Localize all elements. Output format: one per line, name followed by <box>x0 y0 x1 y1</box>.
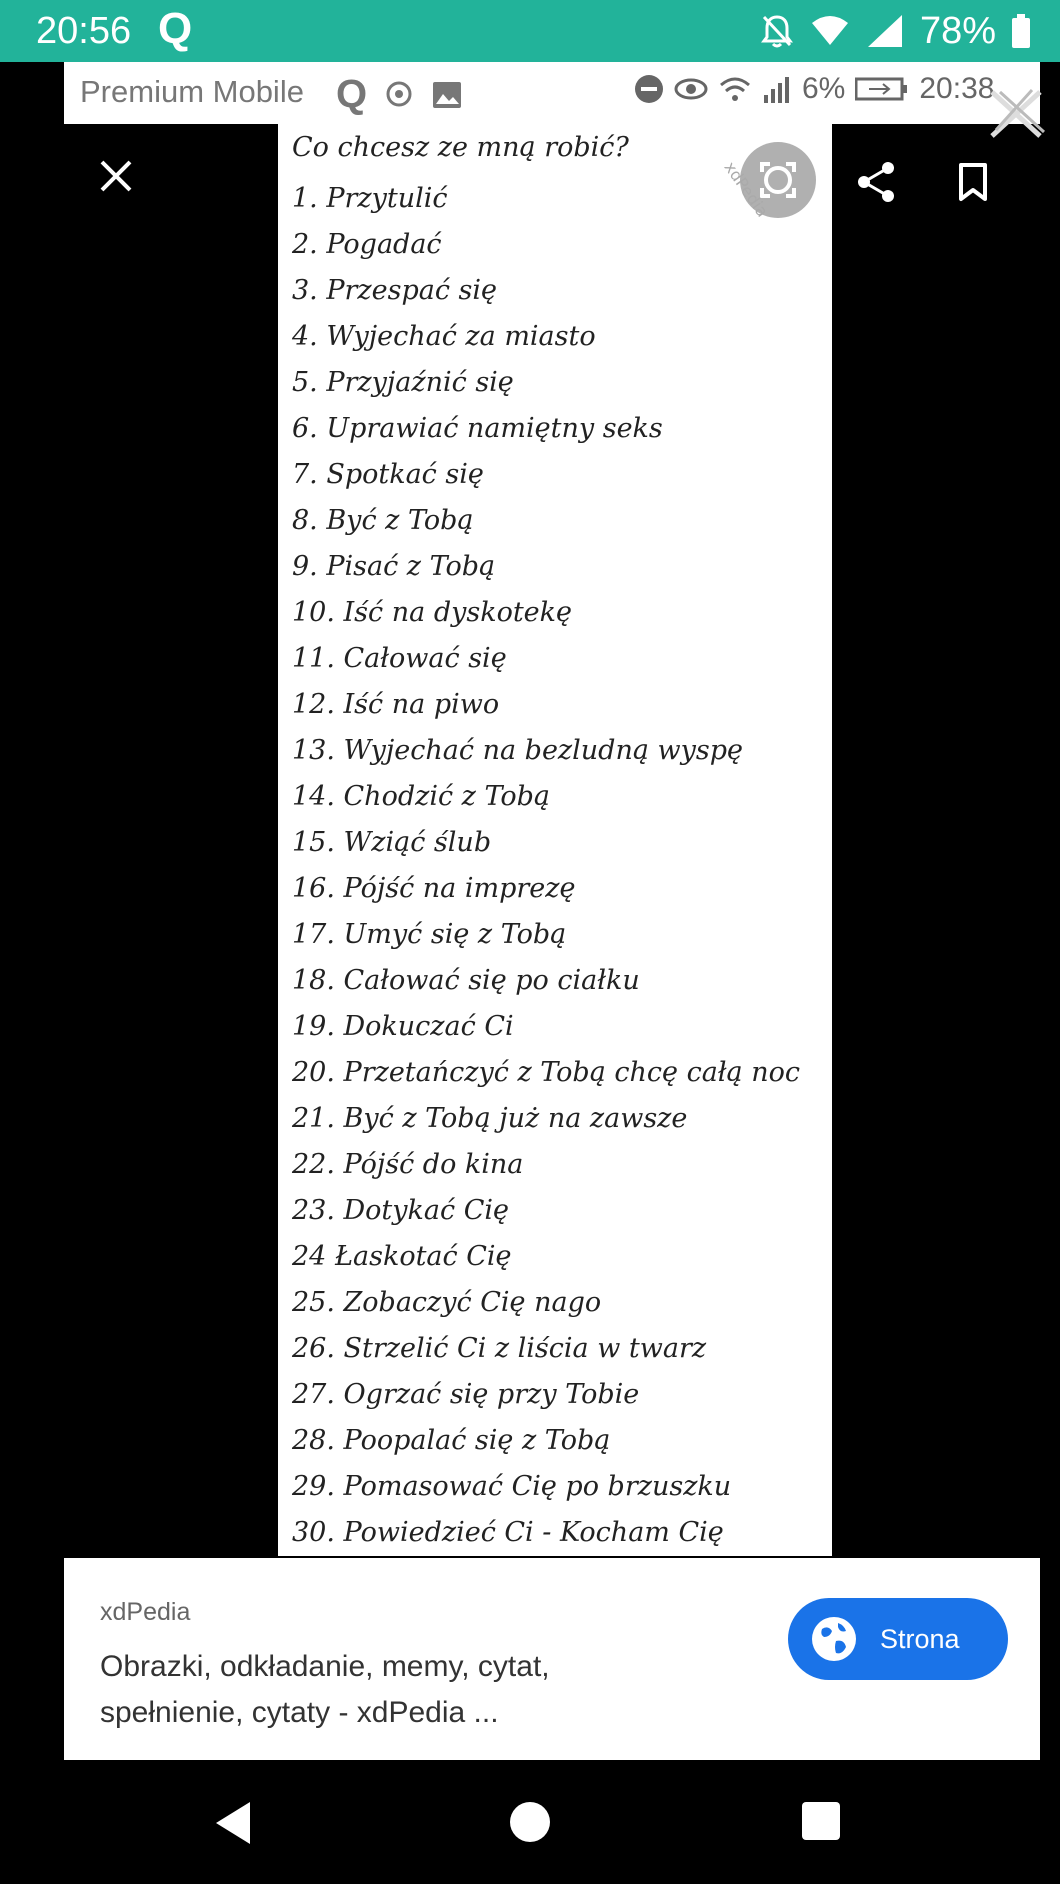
signal-icon <box>866 13 904 49</box>
eye-icon <box>674 75 708 103</box>
list-item: 16. Pójść na imprezę <box>292 873 576 904</box>
list-item: 14. Chodzić z Tobą <box>292 781 551 812</box>
list-item: 18. Całować się po ciałku <box>292 965 640 996</box>
message-icon <box>383 80 415 110</box>
do-not-disturb-icon <box>634 74 664 104</box>
q-icon: Q <box>336 72 368 116</box>
list-item: 30. Powiedzieć Ci - Kocham Cię <box>292 1517 724 1548</box>
list-item: 4. Wyjechać za miasto <box>292 321 596 352</box>
embedded-battery-icon <box>855 77 909 101</box>
globe-icon <box>810 1615 858 1663</box>
bookmark-icon[interactable] <box>958 162 988 202</box>
visit-site-button[interactable] <box>788 1598 1008 1680</box>
list-item: 22. Pójść do kina <box>292 1149 524 1180</box>
list-item: 6. Uprawiać namiętny seks <box>292 413 663 444</box>
source-card[interactable] <box>64 1558 1040 1760</box>
list-item: 3. Przespać się <box>292 275 498 306</box>
battery-percent: 78% <box>919 9 996 52</box>
list-item: 19. Dokuczać Ci <box>292 1011 514 1042</box>
list-item: 28. Poopalać się z Tobą <box>292 1425 611 1456</box>
source-caption[interactable]: Obrazki, odkładanie, memy, cytat, spełnienie, cytaty - xdPedia ... <box>100 1650 550 1729</box>
wifi-icon <box>810 15 850 47</box>
embedded-time: 20:38 <box>919 72 995 105</box>
battery-icon <box>1012 14 1030 48</box>
embedded-status-bar <box>64 62 1040 124</box>
status-bar <box>0 0 1060 62</box>
visit-site-label: Strona <box>880 1623 960 1654</box>
list-item: 21. Być z Tobą już na zawsze <box>292 1103 688 1134</box>
list-item: 26. Strzelić Ci z liścia w twarz <box>292 1333 707 1364</box>
list-item: 25. Zobaczyć Cię nago <box>292 1287 602 1318</box>
share-icon[interactable] <box>856 160 896 204</box>
list-item: 29. Pomasować Cię po brzuszku <box>292 1471 732 1502</box>
list-item: 27. Ogrzać się przy Tobie <box>292 1379 640 1410</box>
list-item: 20. Przetańczyć z Tobą chcę całą noc <box>292 1057 800 1088</box>
list-title: Co chcesz ze mną robić? <box>292 132 629 163</box>
list-item: 2. Pogadać <box>292 229 442 260</box>
image-icon <box>431 80 463 110</box>
back-icon[interactable] <box>214 1800 254 1846</box>
close-x-overlay-icon <box>986 86 1046 142</box>
status-time: 20:56 <box>36 10 132 52</box>
list <box>292 176 800 1556</box>
list-image <box>278 124 832 1556</box>
list-item: 8. Być z Tobą <box>292 505 474 536</box>
list-item: 13. Wyjechać na bezludną wyspę <box>292 735 744 766</box>
embedded-battery-percent: 6% <box>802 72 846 105</box>
list-item: 10. Iść na dyskotekę <box>292 597 572 628</box>
source-name: xdPedia <box>100 1598 191 1626</box>
list-item: 24 Łaskotać Cię <box>292 1241 512 1272</box>
home-icon[interactable] <box>510 1802 550 1842</box>
watermark-text: xdPedia <box>720 158 773 221</box>
bell-off-icon <box>760 13 794 49</box>
list-item: 15. Wziąć ślub <box>292 827 492 858</box>
app-logo: Q <box>158 4 193 53</box>
signal-bars-icon <box>762 75 792 103</box>
wifi-outline-icon <box>718 75 752 103</box>
list-item: 17. Umyć się z Tobą <box>292 919 567 950</box>
list-item: 5. Przyjaźnić się <box>292 367 514 398</box>
list-item: 12. Iść na piwo <box>292 689 500 720</box>
recents-icon[interactable] <box>802 1802 840 1840</box>
embedded-carrier: Premium Mobile <box>80 74 304 109</box>
list-item: 23. Dotykać Cię <box>292 1195 509 1226</box>
list-item: 11. Całować się <box>292 643 507 674</box>
list-item: 9. Pisać z Tobą <box>292 551 496 582</box>
list-item: 7. Spotkać się <box>292 459 484 490</box>
status-icons <box>760 8 1030 54</box>
close-icon[interactable] <box>96 156 136 196</box>
list-item: 1. Przytulić <box>292 183 448 214</box>
